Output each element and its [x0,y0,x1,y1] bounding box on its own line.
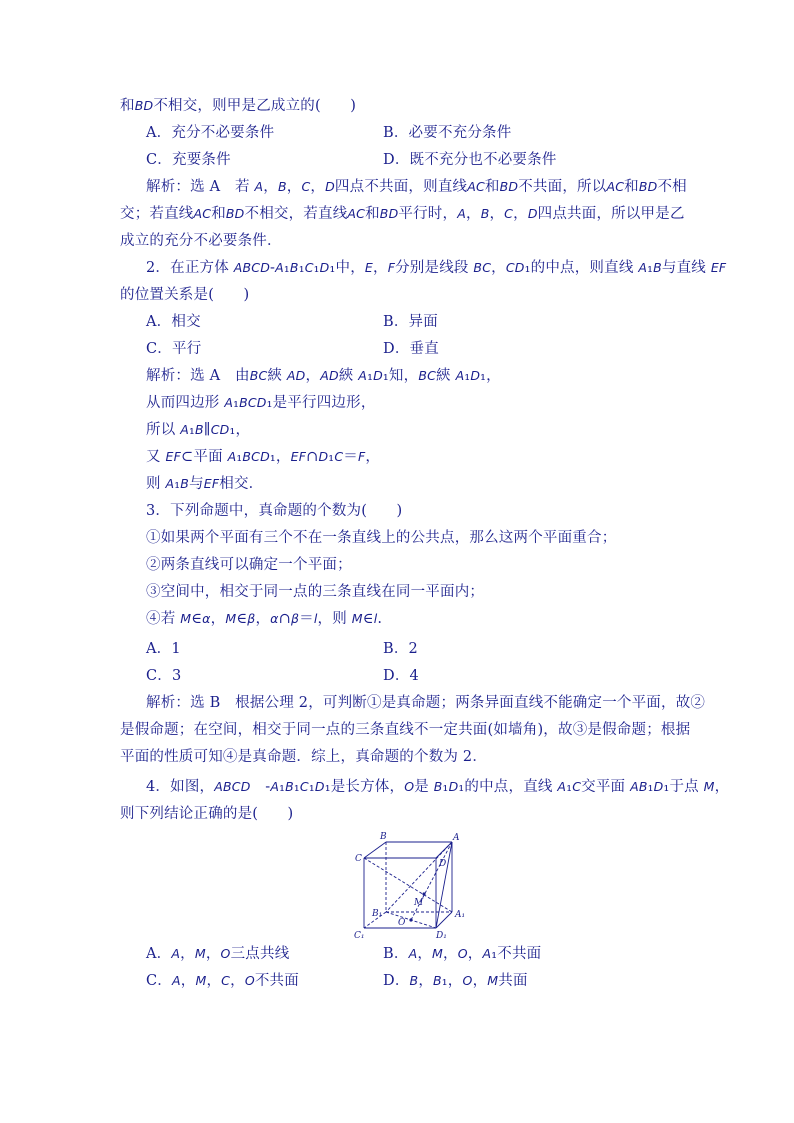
label-D: D [439,859,447,869]
text-line-34: A．A，M，O三点共线 [146,946,290,962]
text-line-10: 的位置关系是( ) [120,287,250,303]
label-C1: C₁ [354,931,365,940]
text-line-23: ③空间中，相交于同一点的三条直线在同一平面内； [146,584,485,600]
text-line-8: 成立的充分不必要条件． [120,233,282,249]
text-line-15: 解析：选 A 由BC綊 AD，AD綊 A₁D₁知，BC綊 A₁D₁， [146,368,501,384]
label-M: M [414,898,424,908]
text-line-26: B．2 [383,641,418,657]
text-line-30: 是假命题；在空间，相交于同一点的三条直线不一定共面(如墙角)，故③是假命题；根据 [120,722,691,738]
cuboid-figure [350,828,470,940]
text-line-19: 则 A₁B与EF相交． [146,476,264,492]
text-line-4: C．充要条件 [146,152,231,168]
text-line-27: C．3 [146,668,182,684]
label-O: O [398,918,406,928]
text-line-25: A．1 [146,641,181,657]
label-D1: D₁ [436,931,447,940]
text-line-21: ①如果两个平面有三个不在一条直线上的公共点，那么这两个平面重合； [146,530,617,546]
label-B1: B₁ [372,909,383,919]
text-line-32: 4．如图，ABCD -A₁B₁C₁D₁是长方体，O是 B₁D₁的中点，直线 A₁C交平面 AB₁D₁于点 M， [146,779,730,795]
text-line-18: 又 EF⊂平面 A₁BCD₁，EF∩D₁C＝F， [146,449,381,465]
text-line-22: ②两条直线可以确定一个平面； [146,557,352,573]
text-line-29: 解析：选 B 根据公理 2，可判断①是真命题；两条异面直线不能确定一个平面，故② [146,695,706,711]
text-line-17: 所以 A₁B∥CD₁， [146,422,251,438]
text-line-24: ④若 M∈α，M∈β，α∩β＝l，则 M∈l. [146,611,383,627]
label-C: C [355,854,362,864]
text-line-7: 交；若直线AC和BD不相交，若直线AC和BD平行时，A，B，C，D四点共面，所以甲是乙 [120,206,685,222]
text-line-9: 2．在正方体 ABCD-A₁B₁C₁D₁中，E，F分别是线段 BC，CD₁的中点，则直线 A₁B与直线 EF [146,260,727,276]
text-line-1: 和BD不相交，则甲是乙成立的( ) [120,98,357,114]
text-line-11: A．相交 [146,314,201,330]
text-line-37: D．B，B₁，O，M共面 [383,973,528,989]
text-line-33: 则下列结论正确的是( ) [120,806,294,822]
text-line-31: 平面的性质可知④是真命题．综上，真命题的个数为 2． [120,749,488,765]
text-line-2: A．充分不必要条件 [146,125,275,141]
text-line-20: 3．下列命题中，真命题的个数为( ) [146,503,403,519]
label-A: A [453,833,460,843]
text-line-3: B．必要不充分条件 [383,125,512,141]
text-line-12: B．异面 [383,314,438,330]
text-line-13: C．平行 [146,341,202,357]
text-line-5: D．既不充分也不必要条件 [383,152,557,168]
label-A1: A₁ [455,910,466,920]
label-B: B [380,832,387,842]
text-line-36: C．A，M，C，O不共面 [146,973,299,989]
text-line-35: B．A，M，O，A₁不共面 [383,946,542,962]
text-line-16: 从而四边形 A₁BCD₁是平行四边形， [146,395,376,411]
text-line-28: D．4 [383,668,419,684]
text-line-14: D．垂直 [383,341,439,357]
text-line-6: 解析：选 A 若 A，B，C，D四点不共面，则直线AC和BD不共面，所以AC和BD不相 [146,179,687,195]
